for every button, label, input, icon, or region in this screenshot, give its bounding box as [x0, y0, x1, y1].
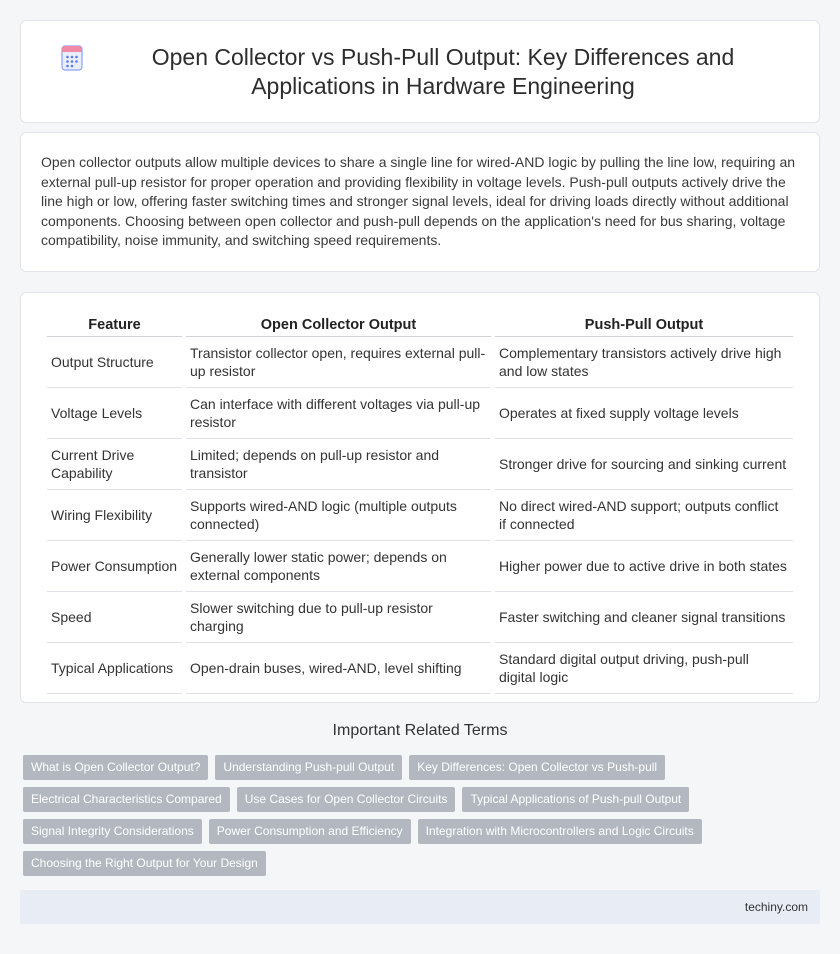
push-pull-cell: Complementary transistors actively drive high and low states	[495, 337, 793, 388]
feature-cell: Typical Applications	[47, 643, 182, 694]
table-row	[47, 439, 793, 490]
table-row	[47, 643, 793, 694]
related-terms-heading: Important Related Terms	[332, 722, 508, 739]
related-term-tag[interactable]: Typical Applications of Push-pull Output	[462, 787, 689, 812]
push-pull-cell: Higher power due to active drive in both states	[495, 541, 793, 592]
table-row	[47, 592, 793, 643]
related-term-tag[interactable]: Signal Integrity Considerations	[23, 819, 202, 844]
footer-brand[interactable]: techiny.com	[744, 900, 808, 914]
open-collector-cell: Can interface with different voltages via pull-up resistor	[186, 388, 491, 439]
intro-paragraph: Open collector outputs allow multiple devices to share a single line for wired-AND logic by pulling the line low, requiring an external pull-up resistor for proper operation and providing flexibility in voltage levels. Push-pull outputs actively drive the line high or low, offering faster switching times and stronger signal levels, ideal for driving loads directly without additional components. Choosing between open collector and push-pull depends on the application's need for bus sharing, voltage compatibility, noise immunity, and switching speed requirements.	[41, 154, 796, 248]
open-collector-cell: Limited; depends on pull-up resistor and transistor	[186, 439, 491, 490]
related-terms-list	[23, 755, 723, 883]
intro-card	[20, 132, 820, 272]
feature-cell: Voltage Levels	[47, 388, 182, 439]
related-term-tag[interactable]: Understanding Push-pull Output	[215, 755, 402, 780]
header-push-pull: Push-Pull Output	[495, 313, 793, 337]
open-collector-cell: Open-drain buses, wired-AND, level shifting	[186, 643, 491, 694]
title-card	[20, 20, 820, 123]
table-row	[47, 541, 793, 592]
push-pull-cell: Operates at fixed supply voltage levels	[495, 388, 793, 439]
table-header-row	[47, 313, 793, 337]
feature-cell: Current Drive Capability	[47, 439, 182, 490]
table-row	[47, 490, 793, 541]
footer	[20, 890, 820, 924]
title-wrap	[21, 43, 819, 101]
table-row	[47, 337, 793, 388]
related-term-tag[interactable]: Power Consumption and Efficiency	[209, 819, 411, 844]
related-term-tag[interactable]: Key Differences: Open Collector vs Push-pull	[409, 755, 665, 780]
push-pull-cell: No direct wired-AND support; outputs conflict if connected	[495, 490, 793, 541]
open-collector-cell: Transistor collector open, requires external pull-up resistor	[186, 337, 491, 388]
related-term-tag[interactable]: What is Open Collector Output?	[23, 755, 208, 780]
related-term-tag[interactable]: Use Cases for Open Collector Circuits	[237, 787, 456, 812]
feature-cell: Speed	[47, 592, 182, 643]
comparison-table-card	[20, 292, 820, 703]
page-title: Open Collector vs Push-Pull Output: Key Differences and Applications in Hardware Engineering	[151, 43, 735, 99]
feature-cell: Power Consumption	[47, 541, 182, 592]
feature-cell: Wiring Flexibility	[47, 490, 182, 541]
header-feature: Feature	[47, 313, 182, 337]
push-pull-cell: Standard digital output driving, push-pull digital logic	[495, 643, 793, 694]
open-collector-cell: Slower switching due to pull-up resistor charging	[186, 592, 491, 643]
related-term-tag[interactable]: Integration with Microcontrollers and Logic Circuits	[418, 819, 702, 844]
header-open-collector: Open Collector Output	[186, 313, 491, 337]
feature-cell: Output Structure	[47, 337, 182, 388]
comparison-table	[43, 313, 797, 694]
related-term-tag[interactable]: Electrical Characteristics Compared	[23, 787, 230, 812]
table-row	[47, 388, 793, 439]
related-term-tag[interactable]: Choosing the Right Output for Your Design	[23, 851, 266, 876]
open-collector-cell: Supports wired-AND logic (multiple outputs connected)	[186, 490, 491, 541]
push-pull-cell: Stronger drive for sourcing and sinking current	[495, 439, 793, 490]
push-pull-cell: Faster switching and cleaner signal transitions	[495, 592, 793, 643]
open-collector-cell: Generally lower static power; depends on external components	[186, 541, 491, 592]
document-icon	[61, 45, 83, 71]
